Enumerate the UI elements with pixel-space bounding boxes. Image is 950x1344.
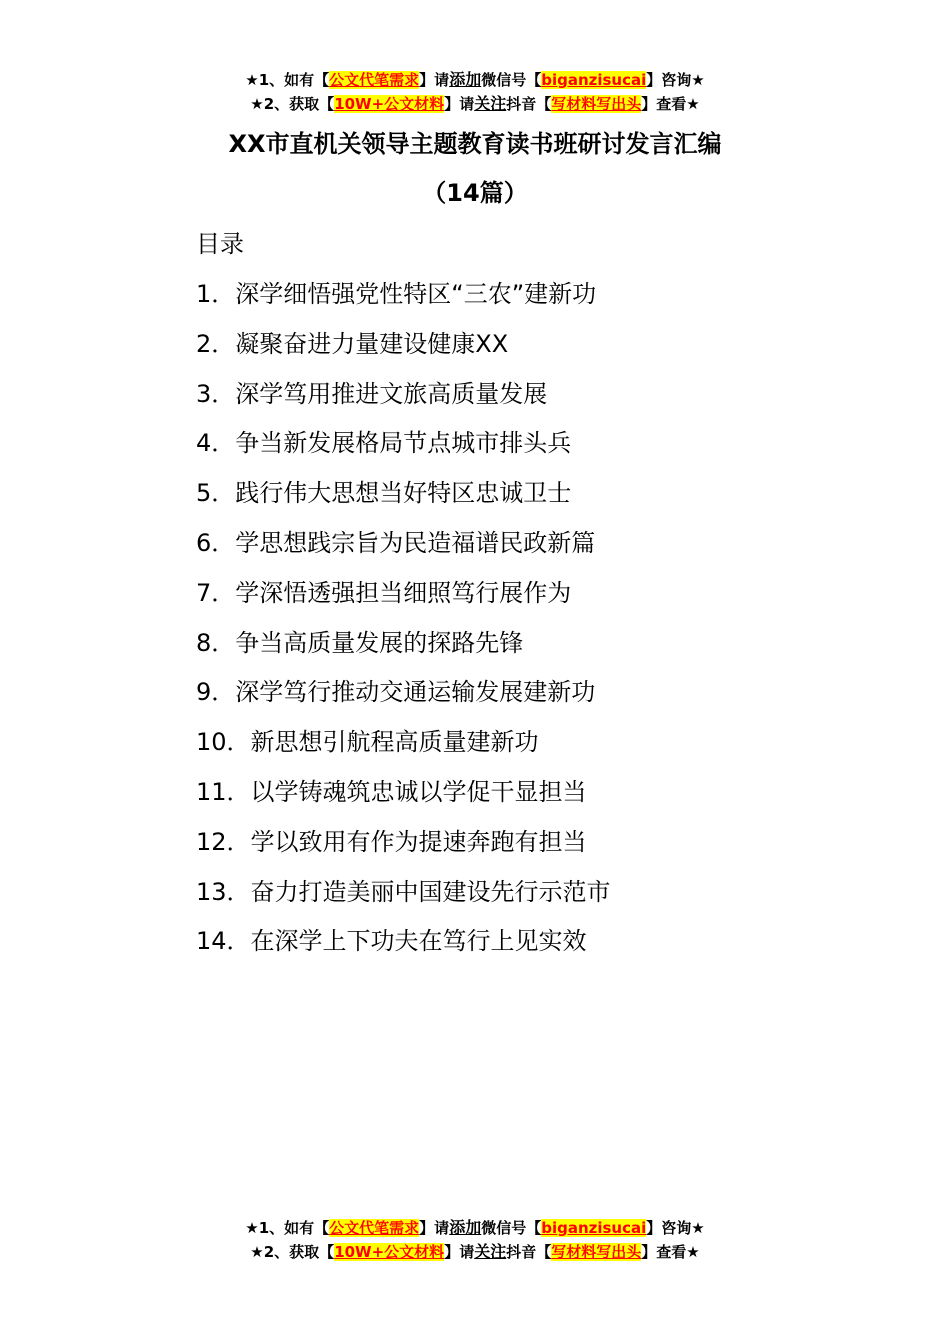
toc-item: 13．奋力打造美丽中国建设先行示范市 <box>196 877 611 906</box>
banner-highlight: biganzisucai <box>541 71 647 89</box>
banner-emphasis: 添加 <box>449 70 482 89</box>
banner-line-2 <box>0 92 950 116</box>
toc-item: 14．在深学上下功夫在笃行上见实效 <box>196 927 587 956</box>
toc-item: 12．学以致用有作为提速奔跑有担当 <box>196 827 587 856</box>
banner-text: ★2、获取【 <box>250 1243 335 1261</box>
toc-item: 1．深学细悟强党性特区“三农”建新功 <box>196 280 597 308</box>
banner-text: 】请 <box>419 1219 450 1237</box>
toc-list <box>196 278 611 975</box>
banner-text: 】查看★ <box>641 1243 700 1261</box>
banner-text: 】咨询★ <box>646 1219 705 1237</box>
bottom-banner <box>0 1216 950 1264</box>
banner-text: 抖音【 <box>506 1243 552 1261</box>
banner-emphasis: 关注 <box>474 1242 507 1261</box>
toc-item: 11．以学铸魂筑忠诚以学促干显担当 <box>196 777 587 806</box>
banner-highlight: 公文代笔需求 <box>329 71 420 89</box>
banner-highlight: 公文代笔需求 <box>329 1219 420 1237</box>
banner-text: 】请 <box>444 95 475 113</box>
toc-item: 4．争当新发展格局节点城市排头兵 <box>196 429 572 458</box>
banner-text: 微信号【 <box>481 71 542 89</box>
banner-text: ★1、如有【 <box>245 1219 330 1237</box>
banner-highlight: 写材料写出头 <box>551 95 642 113</box>
banner-text: 】咨询★ <box>646 71 705 89</box>
banner-line-2 <box>0 1240 950 1264</box>
banner-text: 】查看★ <box>641 95 700 113</box>
document-title: XX市直机关领导主题教育读书班研讨发言汇编 <box>228 130 722 158</box>
banner-emphasis: 添加 <box>449 1218 482 1237</box>
toc-item: 3．深学笃用推进文旅高质量发展 <box>196 379 548 408</box>
toc-item: 10．新思想引航程高质量建新功 <box>196 728 539 757</box>
banner-highlight: 10W+公文材料 <box>334 1243 445 1261</box>
toc-item: 8．争当高质量发展的探路先锋 <box>196 628 524 657</box>
toc-item: 7．学深悟透强担当细照笃行展作为 <box>196 578 572 607</box>
toc-item: 9．深学笃行推动交通运输发展建新功 <box>196 678 596 707</box>
banner-text: 】请 <box>419 71 450 89</box>
banner-text: 微信号【 <box>481 1219 542 1237</box>
banner-highlight: 写材料写出头 <box>551 1243 642 1261</box>
banner-text: ★2、获取【 <box>250 95 335 113</box>
banner-text: 】请 <box>444 1243 475 1261</box>
banner-text: ★1、如有【 <box>245 71 330 89</box>
banner-text: 抖音【 <box>506 95 552 113</box>
top-banner <box>0 68 950 116</box>
banner-highlight: 10W+公文材料 <box>334 95 445 113</box>
toc-item: 2．凝聚奋进力量建设健康XX <box>196 329 509 358</box>
document-subtitle: （14篇） <box>422 179 528 207</box>
toc-item: 5．践行伟大思想当好特区忠诚卫士 <box>196 479 572 508</box>
banner-highlight: biganzisucai <box>541 1219 647 1237</box>
banner-line-1 <box>0 68 950 92</box>
toc-heading: 目录 <box>196 230 244 258</box>
banner-emphasis: 关注 <box>474 94 507 113</box>
banner-line-1 <box>0 1216 950 1240</box>
toc-item: 6．学思想践宗旨为民造福谱民政新篇 <box>196 528 596 557</box>
